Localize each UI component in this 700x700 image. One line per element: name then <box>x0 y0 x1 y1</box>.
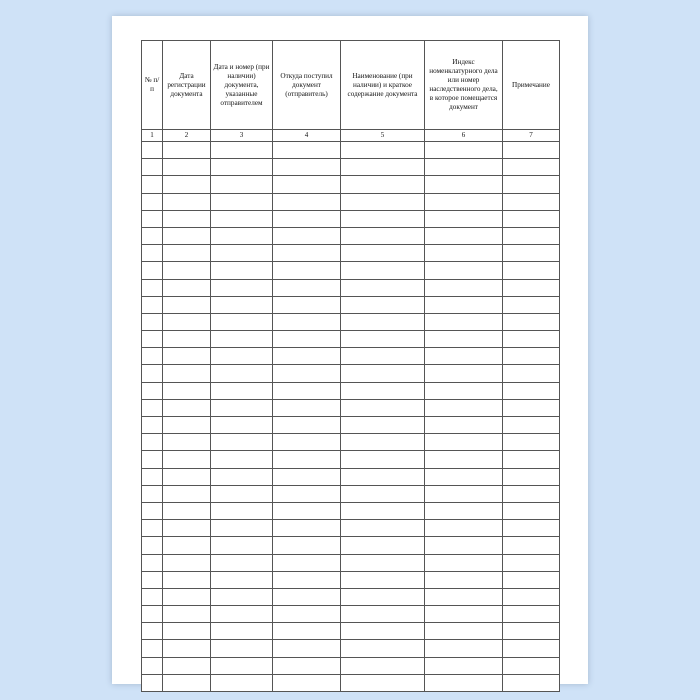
table-cell[interactable] <box>503 399 560 416</box>
table-cell[interactable] <box>163 210 211 227</box>
table-cell[interactable] <box>503 468 560 485</box>
table-cell[interactable] <box>211 674 273 691</box>
table-cell[interactable] <box>211 606 273 623</box>
table-cell[interactable] <box>425 159 503 176</box>
table-cell[interactable] <box>425 606 503 623</box>
table-row[interactable] <box>142 485 560 502</box>
table-cell[interactable] <box>142 417 163 434</box>
table-row[interactable] <box>142 657 560 674</box>
table-cell[interactable] <box>273 193 341 210</box>
table-cell[interactable] <box>503 623 560 640</box>
table-cell[interactable] <box>341 502 425 519</box>
table-cell[interactable] <box>163 296 211 313</box>
table-cell[interactable] <box>211 468 273 485</box>
table-cell[interactable] <box>503 674 560 691</box>
table-cell[interactable] <box>273 571 341 588</box>
table-row[interactable] <box>142 245 560 262</box>
table-cell[interactable] <box>503 313 560 330</box>
table-cell[interactable] <box>503 434 560 451</box>
table-cell[interactable] <box>163 313 211 330</box>
table-cell[interactable] <box>163 674 211 691</box>
table-cell[interactable] <box>273 348 341 365</box>
table-cell[interactable] <box>211 279 273 296</box>
table-cell[interactable] <box>211 434 273 451</box>
table-cell[interactable] <box>341 142 425 159</box>
table-cell[interactable] <box>341 159 425 176</box>
table-cell[interactable] <box>341 640 425 657</box>
table-cell[interactable] <box>142 176 163 193</box>
table-cell[interactable] <box>425 468 503 485</box>
table-cell[interactable] <box>211 657 273 674</box>
table-cell[interactable] <box>211 417 273 434</box>
table-cell[interactable] <box>341 365 425 382</box>
column-header-7: Примечание <box>503 41 560 130</box>
table-cell[interactable] <box>163 502 211 519</box>
table-cell[interactable] <box>425 331 503 348</box>
table-cell[interactable] <box>273 417 341 434</box>
table-cell[interactable] <box>273 176 341 193</box>
column-header-5: Наименование (при наличии) и краткое содержание документа <box>341 41 425 130</box>
table-cell[interactable] <box>341 313 425 330</box>
column-header-1: № п/п <box>142 41 163 130</box>
table-cell[interactable] <box>425 245 503 262</box>
table-header <box>142 41 560 142</box>
table-cell[interactable] <box>163 245 211 262</box>
table-cell[interactable] <box>425 279 503 296</box>
table-cell[interactable] <box>163 640 211 657</box>
table-cell[interactable] <box>163 606 211 623</box>
table-cell[interactable] <box>503 382 560 399</box>
table-cell[interactable] <box>341 296 425 313</box>
table-cell[interactable] <box>425 451 503 468</box>
table-cell[interactable] <box>273 640 341 657</box>
table-cell[interactable] <box>341 623 425 640</box>
table-cell[interactable] <box>142 502 163 519</box>
table-cell[interactable] <box>273 520 341 537</box>
table-cell[interactable] <box>273 245 341 262</box>
table-row[interactable] <box>142 313 560 330</box>
table-cell[interactable] <box>341 348 425 365</box>
table-cell[interactable] <box>341 468 425 485</box>
table-cell[interactable] <box>211 623 273 640</box>
table-row[interactable] <box>142 227 560 244</box>
table-cell[interactable] <box>163 571 211 588</box>
table-cell[interactable] <box>425 365 503 382</box>
table-row[interactable] <box>142 331 560 348</box>
paper-sheet <box>112 16 588 684</box>
table-cell[interactable] <box>425 571 503 588</box>
table-cell[interactable] <box>211 502 273 519</box>
table-cell[interactable] <box>163 227 211 244</box>
table-cell[interactable] <box>503 554 560 571</box>
table-cell[interactable] <box>503 279 560 296</box>
table-cell[interactable] <box>273 382 341 399</box>
table-cell[interactable] <box>142 159 163 176</box>
table-cell[interactable] <box>211 485 273 502</box>
table-cell[interactable] <box>341 520 425 537</box>
table-cell[interactable] <box>425 296 503 313</box>
table-cell[interactable] <box>163 331 211 348</box>
table-cell[interactable] <box>503 640 560 657</box>
table-cell[interactable] <box>142 193 163 210</box>
table-row[interactable] <box>142 434 560 451</box>
table-cell[interactable] <box>425 227 503 244</box>
table-row[interactable] <box>142 262 560 279</box>
table-cell[interactable] <box>273 279 341 296</box>
column-number-5: 5 <box>341 130 425 142</box>
table-cell[interactable] <box>211 571 273 588</box>
table-cell[interactable] <box>163 193 211 210</box>
column-number-1: 1 <box>142 130 163 142</box>
table-cell[interactable] <box>273 554 341 571</box>
table-cell[interactable] <box>273 657 341 674</box>
table-cell[interactable] <box>142 657 163 674</box>
table-cell[interactable] <box>211 537 273 554</box>
table-cell[interactable] <box>341 657 425 674</box>
table-cell[interactable] <box>163 468 211 485</box>
table-cell[interactable] <box>163 417 211 434</box>
table-row[interactable] <box>142 520 560 537</box>
table-cell[interactable] <box>163 176 211 193</box>
table-cell[interactable] <box>142 399 163 416</box>
table-row[interactable] <box>142 571 560 588</box>
table-cell[interactable] <box>425 623 503 640</box>
table-cell[interactable] <box>211 365 273 382</box>
table-cell[interactable] <box>163 434 211 451</box>
table-cell[interactable] <box>163 159 211 176</box>
table-cell[interactable] <box>425 485 503 502</box>
table-cell[interactable] <box>211 159 273 176</box>
table-cell[interactable] <box>163 588 211 605</box>
table-cell[interactable] <box>163 485 211 502</box>
table-cell[interactable] <box>142 571 163 588</box>
table-cell[interactable] <box>142 296 163 313</box>
table-row[interactable] <box>142 193 560 210</box>
table-cell[interactable] <box>503 588 560 605</box>
table-cell[interactable] <box>503 210 560 227</box>
table-cell[interactable] <box>273 399 341 416</box>
table-cell[interactable] <box>503 331 560 348</box>
table-cell[interactable] <box>211 399 273 416</box>
table-cell[interactable] <box>211 227 273 244</box>
table-cell[interactable] <box>273 537 341 554</box>
table-cell[interactable] <box>142 485 163 502</box>
table-cell[interactable] <box>341 262 425 279</box>
table-cell[interactable] <box>341 537 425 554</box>
table-cell[interactable] <box>341 417 425 434</box>
table-cell[interactable] <box>425 554 503 571</box>
table-cell[interactable] <box>425 520 503 537</box>
table-row[interactable] <box>142 279 560 296</box>
table-cell[interactable] <box>273 485 341 502</box>
table-cell[interactable] <box>503 485 560 502</box>
table-cell[interactable] <box>341 588 425 605</box>
table-cell[interactable] <box>503 176 560 193</box>
table-cell[interactable] <box>503 657 560 674</box>
table-row[interactable] <box>142 417 560 434</box>
table-cell[interactable] <box>211 451 273 468</box>
table-cell[interactable] <box>425 193 503 210</box>
table-cell[interactable] <box>142 365 163 382</box>
table-cell[interactable] <box>211 331 273 348</box>
table-cell[interactable] <box>273 588 341 605</box>
table-cell[interactable] <box>211 348 273 365</box>
table-cell[interactable] <box>341 331 425 348</box>
table-cell[interactable] <box>425 142 503 159</box>
table-cell[interactable] <box>503 227 560 244</box>
column-header-6: Индекс номенклатурного дела или номер наследственного дела, в которое помещается документ <box>425 41 503 130</box>
table-row[interactable] <box>142 468 560 485</box>
table-cell[interactable] <box>142 262 163 279</box>
table-cell[interactable] <box>503 417 560 434</box>
table-cell[interactable] <box>142 623 163 640</box>
table-cell[interactable] <box>142 245 163 262</box>
table-cell[interactable] <box>425 674 503 691</box>
table-row[interactable] <box>142 348 560 365</box>
table-cell[interactable] <box>273 623 341 640</box>
table-cell[interactable] <box>341 485 425 502</box>
table-cell[interactable] <box>142 520 163 537</box>
table-cell[interactable] <box>341 176 425 193</box>
table-cell[interactable] <box>273 365 341 382</box>
table-cell[interactable] <box>273 606 341 623</box>
table-cell[interactable] <box>503 606 560 623</box>
table-cell[interactable] <box>142 588 163 605</box>
table-cell[interactable] <box>273 262 341 279</box>
table-cell[interactable] <box>142 382 163 399</box>
table-cell[interactable] <box>341 399 425 416</box>
table-cell[interactable] <box>425 313 503 330</box>
table-cell[interactable] <box>503 571 560 588</box>
table-cell[interactable] <box>142 554 163 571</box>
table-cell[interactable] <box>503 537 560 554</box>
table-cell[interactable] <box>211 296 273 313</box>
document-page-container <box>112 16 588 684</box>
table-cell[interactable] <box>211 313 273 330</box>
table-cell[interactable] <box>503 296 560 313</box>
table-row[interactable] <box>142 382 560 399</box>
table-cell[interactable] <box>503 159 560 176</box>
table-row[interactable] <box>142 365 560 382</box>
table-cell[interactable] <box>273 227 341 244</box>
table-cell[interactable] <box>142 537 163 554</box>
table-cell[interactable] <box>425 399 503 416</box>
table-cell[interactable] <box>163 279 211 296</box>
table-cell[interactable] <box>211 193 273 210</box>
table-cell[interactable] <box>211 142 273 159</box>
table-cell[interactable] <box>425 176 503 193</box>
document-register-table <box>141 40 560 692</box>
table-cell[interactable] <box>211 520 273 537</box>
table-cell[interactable] <box>163 451 211 468</box>
table-cell[interactable] <box>163 537 211 554</box>
table-cell[interactable] <box>273 331 341 348</box>
column-number-2: 2 <box>163 130 211 142</box>
table-cell[interactable] <box>211 382 273 399</box>
column-number-row <box>142 130 560 142</box>
header-row <box>142 41 560 130</box>
column-number-7: 7 <box>503 130 560 142</box>
table-row[interactable] <box>142 399 560 416</box>
table-cell[interactable] <box>211 262 273 279</box>
table-cell[interactable] <box>425 210 503 227</box>
table-cell[interactable] <box>341 382 425 399</box>
table-cell[interactable] <box>142 313 163 330</box>
table-cell[interactable] <box>142 348 163 365</box>
table-cell[interactable] <box>341 674 425 691</box>
table-cell[interactable] <box>425 657 503 674</box>
table-cell[interactable] <box>163 262 211 279</box>
column-header-4: Откуда поступил документ (отправитель) <box>273 41 341 130</box>
table-cell[interactable] <box>425 502 503 519</box>
table-cell[interactable] <box>503 245 560 262</box>
table-cell[interactable] <box>142 451 163 468</box>
table-cell[interactable] <box>163 399 211 416</box>
table-cell[interactable] <box>211 245 273 262</box>
table-cell[interactable] <box>273 210 341 227</box>
table-cell[interactable] <box>211 554 273 571</box>
table-cell[interactable] <box>273 451 341 468</box>
table-cell[interactable] <box>142 434 163 451</box>
table-cell[interactable] <box>211 210 273 227</box>
table-cell[interactable] <box>163 142 211 159</box>
table-cell[interactable] <box>163 554 211 571</box>
table-cell[interactable] <box>341 227 425 244</box>
table-cell[interactable] <box>341 434 425 451</box>
table-cell[interactable] <box>341 554 425 571</box>
table-cell[interactable] <box>273 296 341 313</box>
table-row[interactable] <box>142 623 560 640</box>
column-number-4: 4 <box>273 130 341 142</box>
table-row[interactable] <box>142 606 560 623</box>
table-cell[interactable] <box>341 571 425 588</box>
table-cell[interactable] <box>273 313 341 330</box>
table-cell[interactable] <box>163 623 211 640</box>
table-cell[interactable] <box>503 142 560 159</box>
table-row[interactable] <box>142 537 560 554</box>
table-cell[interactable] <box>142 210 163 227</box>
table-cell[interactable] <box>142 606 163 623</box>
table-cell[interactable] <box>142 468 163 485</box>
table-row[interactable] <box>142 176 560 193</box>
table-cell[interactable] <box>211 640 273 657</box>
table-row[interactable] <box>142 210 560 227</box>
table-row[interactable] <box>142 296 560 313</box>
table-cell[interactable] <box>142 331 163 348</box>
table-row[interactable] <box>142 502 560 519</box>
column-number-6: 6 <box>425 130 503 142</box>
table-row[interactable] <box>142 640 560 657</box>
table-row[interactable] <box>142 588 560 605</box>
table-cell[interactable] <box>425 434 503 451</box>
table-cell[interactable] <box>503 520 560 537</box>
table-cell[interactable] <box>163 382 211 399</box>
table-cell[interactable] <box>341 210 425 227</box>
table-row[interactable] <box>142 674 560 691</box>
column-header-2: Дата регистрации документа <box>163 41 211 130</box>
table-cell[interactable] <box>273 159 341 176</box>
table-cell[interactable] <box>163 348 211 365</box>
column-header-3: Дата и номер (при наличии) документа, указанные отправителем <box>211 41 273 130</box>
table-cell[interactable] <box>503 348 560 365</box>
table-cell[interactable] <box>273 502 341 519</box>
table-cell[interactable] <box>273 468 341 485</box>
table-row[interactable] <box>142 142 560 159</box>
table-cell[interactable] <box>341 606 425 623</box>
table-row[interactable] <box>142 451 560 468</box>
table-cell[interactable] <box>163 520 211 537</box>
table-cell[interactable] <box>503 502 560 519</box>
table-cell[interactable] <box>425 417 503 434</box>
table-row[interactable] <box>142 159 560 176</box>
table-cell[interactable] <box>503 262 560 279</box>
table-cell[interactable] <box>425 262 503 279</box>
table-row[interactable] <box>142 554 560 571</box>
table-cell[interactable] <box>503 193 560 210</box>
register-table-wrapper <box>141 40 559 692</box>
table-cell[interactable] <box>142 142 163 159</box>
table-cell[interactable] <box>142 674 163 691</box>
table-body <box>142 142 560 692</box>
table-cell[interactable] <box>503 451 560 468</box>
table-cell[interactable] <box>273 434 341 451</box>
table-cell[interactable] <box>142 640 163 657</box>
table-cell[interactable] <box>341 279 425 296</box>
table-cell[interactable] <box>142 227 163 244</box>
table-cell[interactable] <box>425 348 503 365</box>
table-cell[interactable] <box>341 245 425 262</box>
table-cell[interactable] <box>425 588 503 605</box>
table-cell[interactable] <box>273 142 341 159</box>
table-cell[interactable] <box>425 537 503 554</box>
table-cell[interactable] <box>211 176 273 193</box>
table-cell[interactable] <box>341 451 425 468</box>
table-cell[interactable] <box>142 279 163 296</box>
column-number-3: 3 <box>211 130 273 142</box>
table-cell[interactable] <box>341 193 425 210</box>
table-cell[interactable] <box>211 588 273 605</box>
table-cell[interactable] <box>503 365 560 382</box>
table-cell[interactable] <box>273 674 341 691</box>
table-cell[interactable] <box>163 657 211 674</box>
table-cell[interactable] <box>163 365 211 382</box>
table-cell[interactable] <box>425 382 503 399</box>
table-cell[interactable] <box>425 640 503 657</box>
